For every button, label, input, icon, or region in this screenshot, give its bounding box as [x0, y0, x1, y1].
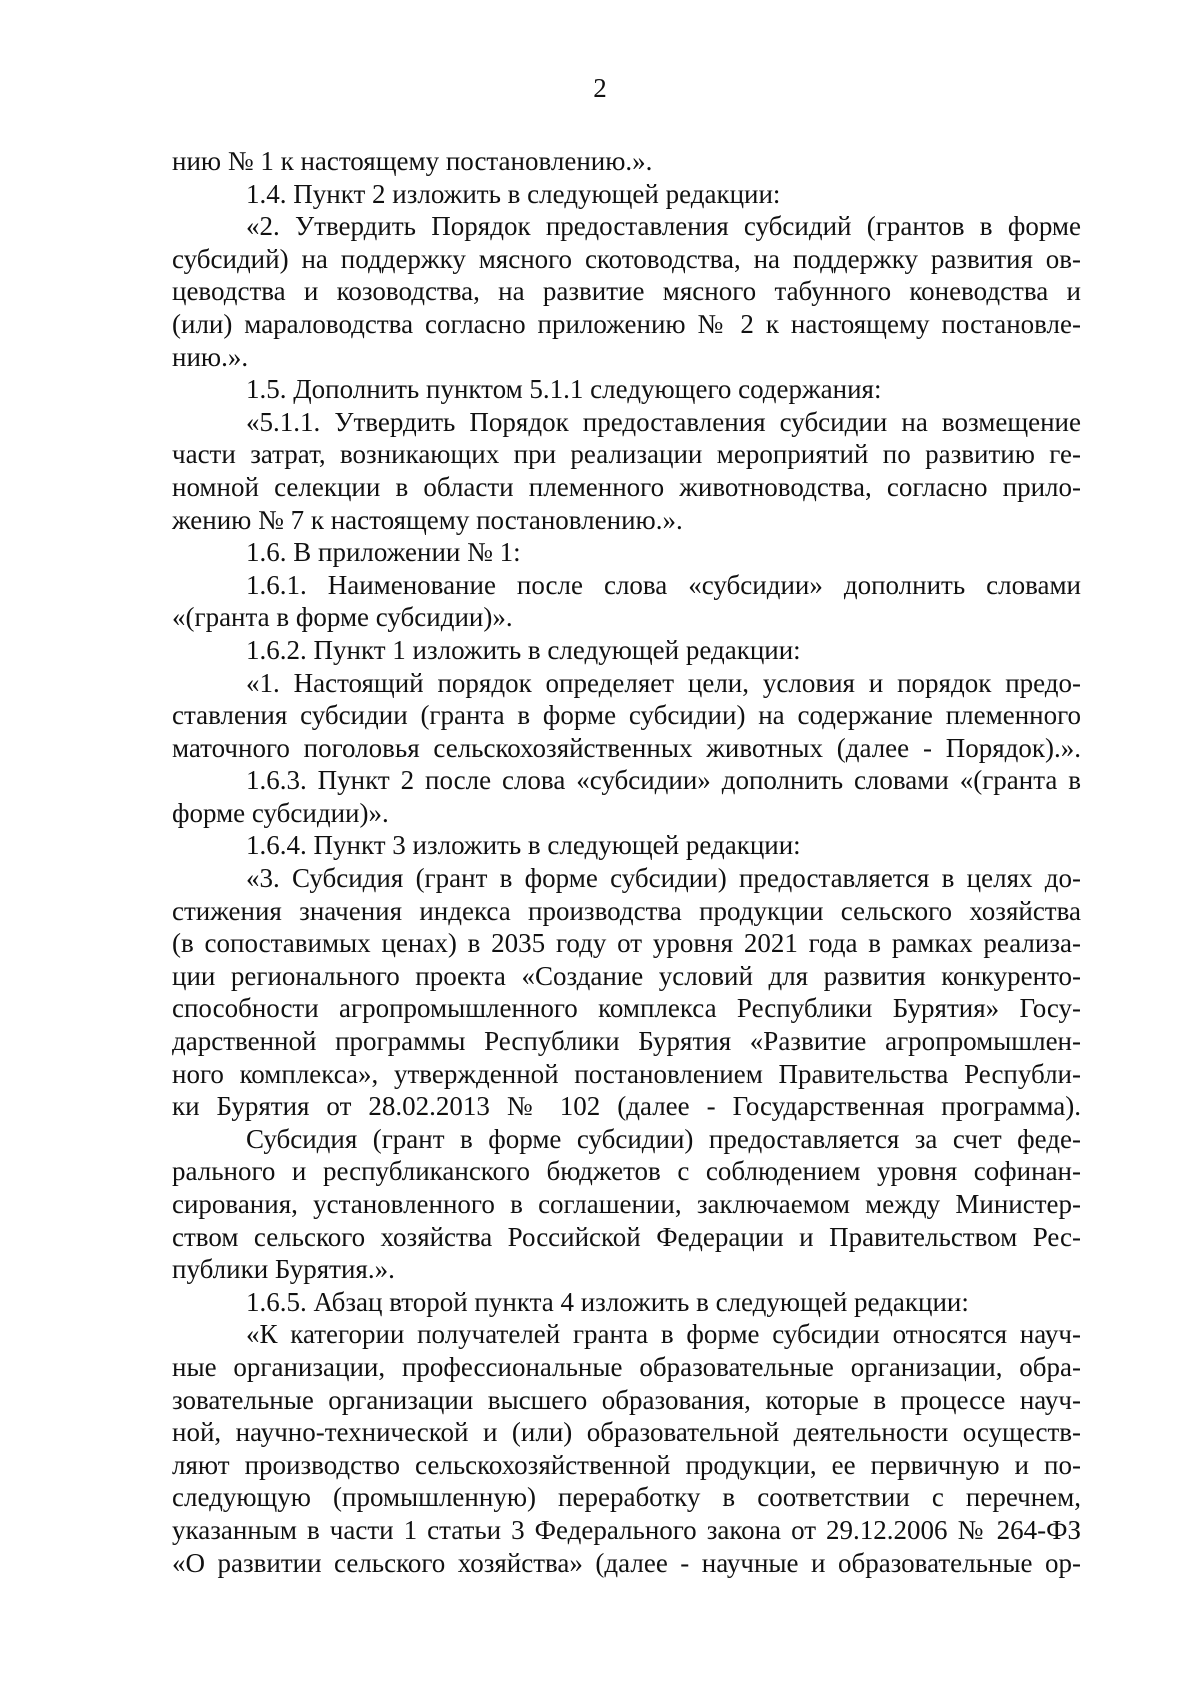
text-line: следующую (промышленную) переработку в соответствии с перечнем, [172, 1482, 1081, 1513]
text-line: Субсидия (грант в форме субсидии) предоставляется за счет феде- [246, 1123, 1081, 1154]
text-line: «5.1.1. Утвердить Порядок предоставления субсидии на возмещение [246, 406, 1081, 437]
text-line: (или) мараловодства согласно приложению № 2 к настоящему постановле- [172, 308, 1081, 339]
text-line: субсидий) на поддержку мясного скотоводства, на поддержку развития ов- [172, 243, 1081, 274]
text-line: «1. Настоящий порядок определяет цели, условия и порядок предо- [246, 667, 1081, 698]
text-line: 1.6.1. Наименование после слова «субсидии» дополнить словами [246, 569, 1081, 600]
text-line: «К категории получателей гранта в форме субсидии относятся науч- [246, 1319, 1081, 1350]
text-line: ляют производство сельскохозяйственной продукции, ее первичную и по- [172, 1449, 1081, 1480]
text-line: ки Бурятия от 28.02.2013 № 102 (далее - Государственная программа). [172, 1091, 1081, 1122]
text-line: зовательные организации высшего образования, которые в процессе науч- [172, 1384, 1081, 1415]
text-line: нию № 1 к настоящему постановлению.». [172, 146, 653, 176]
text-line: (в сопоставимых ценах) в 2035 году от уровня 2021 года в рамках реализа- [172, 928, 1081, 959]
text-line: форме субсидии)». [172, 797, 389, 828]
text-line: ции регионального проекта «Создание условий для развития конкуренто- [172, 960, 1081, 991]
text-line: способности агропромышленного комплекса Республики Бурятия» Госу- [172, 993, 1081, 1024]
text-line: «(гранта в форме субсидии)». [172, 602, 513, 633]
text-line: ством сельского хозяйства Российской Федерации и Правительством Рес- [172, 1221, 1081, 1252]
text-line: части затрат, возникающих при реализации мероприятий по развитию ге- [172, 439, 1081, 470]
text-line: 1.5. Дополнить пунктом 5.1.1 следующего содержания: [246, 374, 882, 405]
text-line: ставления субсидии (гранта в форме субсидии) на содержание племенного [172, 700, 1081, 731]
text-line: стижения значения индекса производства продукции сельского хозяйства [172, 895, 1081, 926]
text-line: указанным в части 1 статьи 3 Федерального закона от 29.12.2006 № 264-ФЗ [172, 1514, 1081, 1545]
text-line: жению № 7 к настоящему постановлению.». [172, 504, 683, 535]
page-number: 2 [593, 73, 607, 103]
text-line: сирования, установленного в соглашении, заключаемом между Министер- [172, 1189, 1081, 1219]
text-line: публики Бурятия.». [172, 1254, 395, 1285]
text-line: 1.6.4. Пункт 3 изложить в следующей редакции: [246, 830, 801, 861]
text-line: номной селекции в области племенного животноводства, согласно прило- [172, 471, 1081, 502]
text-line: дарственной программы Республики Бурятия «Развитие агропромышлен- [172, 1026, 1081, 1057]
text-line: «3. Субсидия (грант в форме субсидии) предоставляется в целях до- [246, 863, 1081, 894]
text-line: ного комплекса», утвержденной постановлением Правительства Республи- [172, 1058, 1081, 1089]
text-line: цеводства и козоводства, на развитие мясного табунного коневодства и [172, 276, 1081, 307]
text-line: «2. Утвердить Порядок предоставления субсидий (грантов в форме [246, 211, 1081, 242]
text-line: 1.6.2. Пункт 1 изложить в следующей редакции: [246, 634, 801, 665]
text-line: ные организации, профессиональные образовательные организации, обра- [172, 1351, 1081, 1382]
text-line: «О развитии сельского хозяйства» (далее - научные и образовательные ор- [172, 1547, 1081, 1578]
text-line: маточного поголовья сельскохозяйственных животных (далее - Порядок).». [172, 732, 1081, 763]
text-line: ной, научно-технической и (или) образовательной деятельности осуществ- [172, 1417, 1081, 1448]
text-line: нию.». [172, 341, 249, 372]
text-line: 1.6.5. Абзац второй пункта 4 изложить в следующей редакции: [246, 1286, 969, 1317]
document-body [172, 145, 1081, 1579]
text-line: 1.6.3. Пункт 2 после слова «субсидии» дополнить словами «(гранта в [246, 765, 1081, 796]
text-line: рального и республиканского бюджетов с соблюдением уровня софинан- [172, 1156, 1081, 1187]
text-line: 1.6. В приложении № 1: [246, 537, 521, 568]
text-line: 1.4. Пункт 2 изложить в следующей редакции: [246, 178, 781, 209]
